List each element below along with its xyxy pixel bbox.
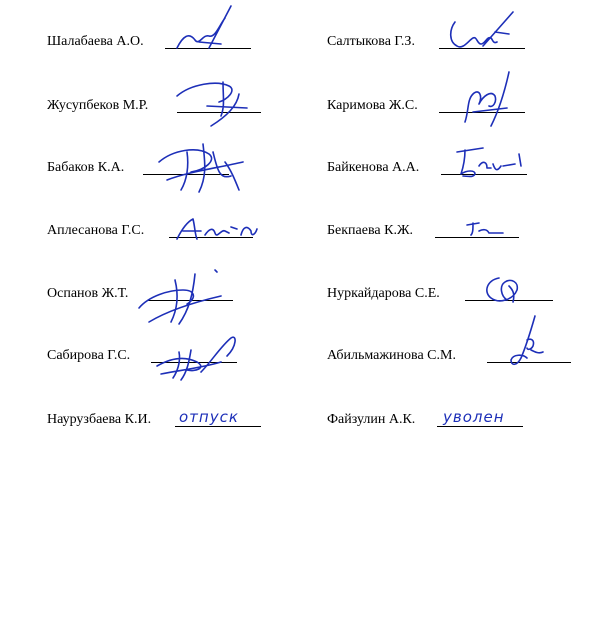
person-name: Бабаков К.А.	[47, 160, 125, 175]
signature-mark	[479, 272, 539, 312]
signature-line	[175, 426, 261, 427]
signature-entry	[327, 98, 567, 138]
signature-mark	[169, 4, 259, 54]
signature-entry	[327, 223, 567, 263]
signature-mark	[125, 260, 235, 340]
signature-mark	[501, 310, 561, 380]
person-name: Аплесанова Г.С.	[47, 223, 145, 238]
person-name: Салтыкова Г.З.	[327, 34, 415, 49]
signature-mark	[443, 144, 533, 184]
signature-entry	[47, 34, 267, 74]
person-name: Сабирова Г.С.	[47, 348, 131, 363]
person-name: Каримова Ж.С.	[327, 98, 418, 113]
signature-entry	[47, 286, 267, 326]
person-name: Наурузбаева К.И.	[47, 412, 152, 427]
signature-entry	[327, 408, 567, 452]
person-name: Шалабаева А.О.	[47, 34, 144, 49]
signature-mark	[171, 217, 261, 247]
signature-mark	[443, 10, 523, 56]
handwritten-note: уволен	[443, 408, 505, 426]
person-name: Байкенова А.А.	[327, 160, 420, 175]
signature-line	[437, 426, 523, 427]
signature-mark	[459, 217, 519, 243]
signature-entry	[47, 160, 267, 200]
person-name: Абильмажинова С.М.	[327, 348, 456, 363]
person-name: Оспанов Ж.Т.	[47, 286, 129, 301]
signature-mark	[151, 332, 251, 382]
person-name: Файзулин А.К.	[327, 412, 416, 427]
signature-mark	[443, 66, 523, 136]
person-name: Бекпаева К.Ж.	[327, 223, 413, 238]
person-name: Жусупбеков М.Р.	[47, 98, 149, 113]
person-name: Нуркайдарова С.Е.	[327, 286, 440, 301]
signature-entry	[327, 160, 567, 200]
signature-entry	[327, 348, 577, 388]
handwritten-note: отпуск	[179, 408, 239, 426]
signature-entry	[47, 223, 277, 263]
signature-entry	[47, 408, 277, 452]
signature-entry	[47, 348, 267, 388]
signature-mark	[147, 132, 257, 202]
